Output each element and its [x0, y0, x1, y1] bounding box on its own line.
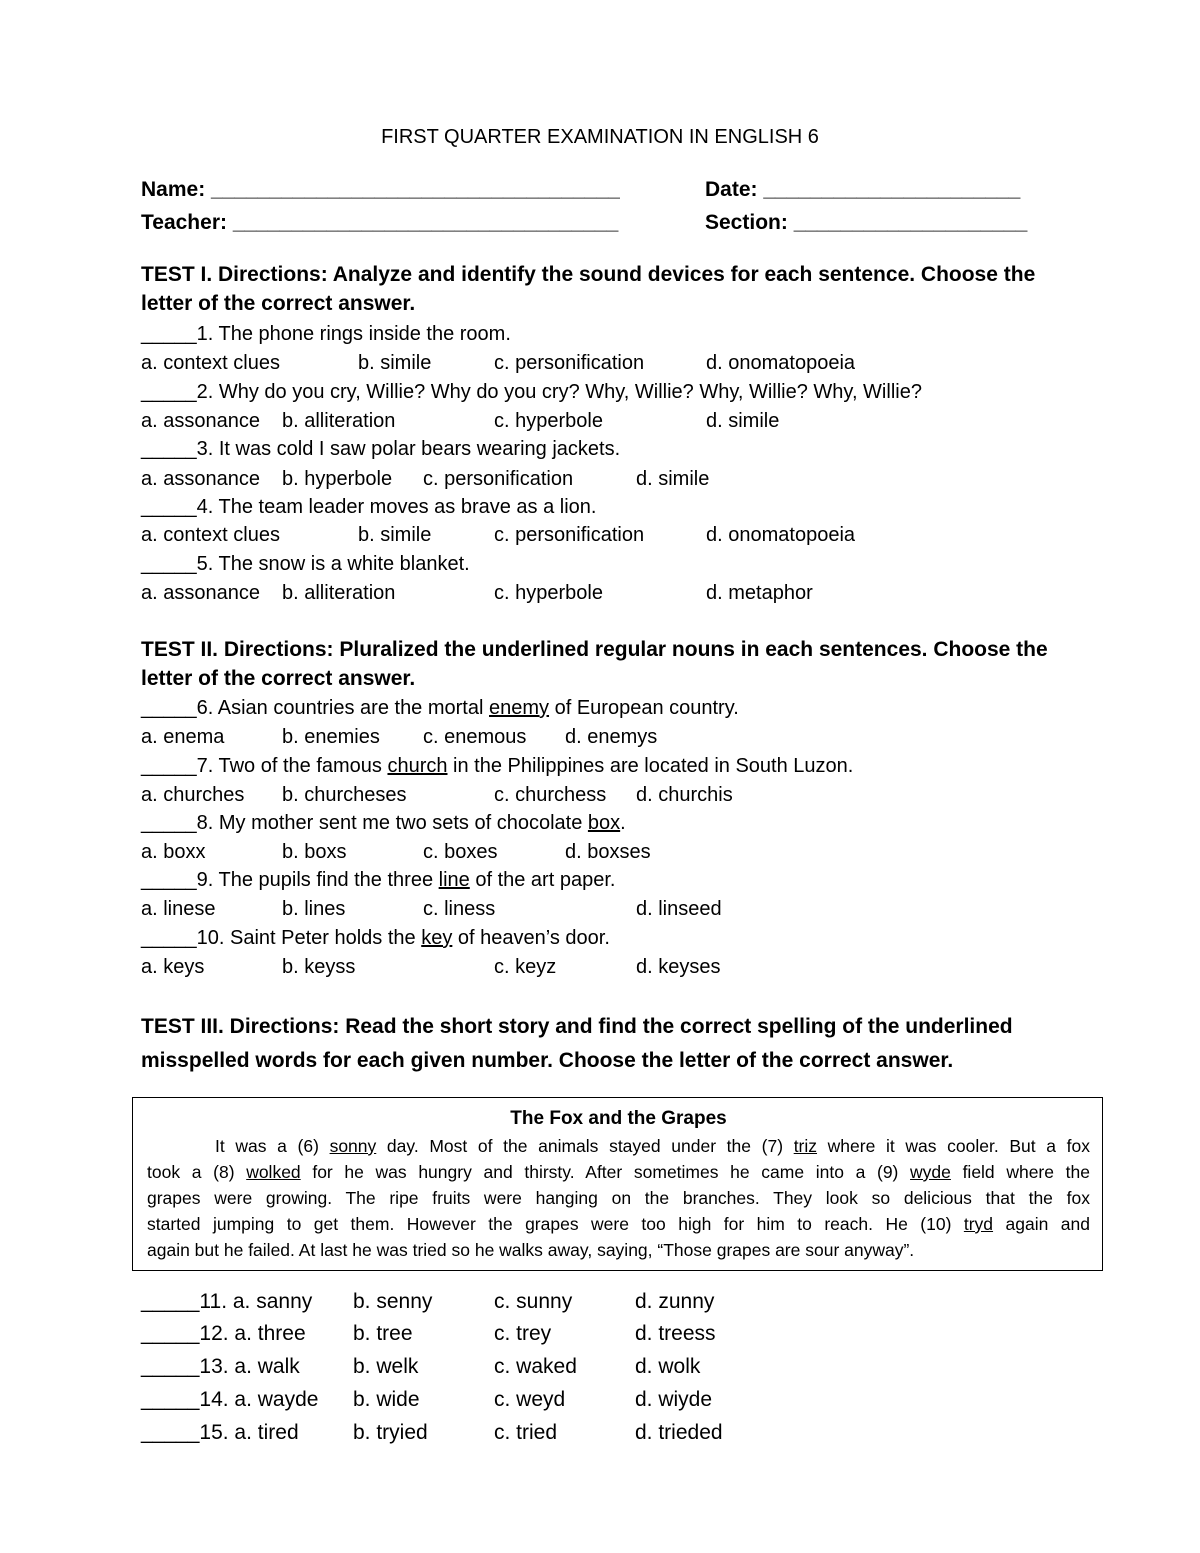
question-text: _____9. The pupils find the three	[141, 869, 439, 891]
test2-directions: TEST II. Directions: Pluralized the underlined regular nouns in each sentences. Choose the	[141, 638, 1048, 661]
option-5b[interactable]: b. alliteration	[282, 582, 396, 604]
question-text: _____8. My mother sent me two sets of chocolate	[141, 812, 588, 834]
answer-14-c[interactable]: c. weyd	[494, 1388, 566, 1411]
option-7a[interactable]: a. churches	[141, 784, 245, 806]
story-text: again and	[993, 1214, 1090, 1234]
option-4c[interactable]: c. personification	[494, 524, 645, 546]
option-1d[interactable]: d. onomatopoeia	[706, 352, 856, 374]
option-6b[interactable]: b. enemies	[282, 726, 380, 748]
misspelled-word: sonny	[329, 1136, 377, 1156]
story-title: The Fox and the Grapes	[510, 1108, 727, 1129]
option-3b[interactable]: b. hyperbole	[282, 468, 393, 490]
answer-13-a[interactable]: _____13. a. walk	[141, 1355, 300, 1378]
test1-directions: TEST I. Directions: Analyze and identify the sound devices for each sentence. Choose the	[141, 263, 1036, 286]
option-1c[interactable]: c. personification	[494, 352, 645, 374]
question-text: _____6. Asian countries are the mortal	[141, 697, 489, 719]
answer-11-d[interactable]: d. zunny	[635, 1290, 715, 1313]
date-blank: ______________________	[763, 178, 1021, 201]
option-3c[interactable]: c. personification	[423, 468, 574, 490]
option-7d[interactable]: d. churchis	[636, 784, 733, 806]
story-line: grapes were growing. The ripe fruits were hanging on the branches. They look so delicious that the fox	[147, 1188, 1090, 1208]
answer-12-c[interactable]: c. trey	[494, 1322, 552, 1345]
story-text: started jumping to get them. However the grapes were too high for him to reach. He (10)	[147, 1214, 964, 1234]
underlined-word: church	[387, 755, 448, 777]
option-4a[interactable]: a. context clues	[141, 524, 280, 546]
answer-15-d[interactable]: d. trieded	[635, 1421, 723, 1444]
option-7b[interactable]: b. churcheses	[282, 784, 407, 806]
test2-directions-cont: letter of the correct answer.	[141, 667, 416, 690]
underlined-word: enemy	[489, 697, 550, 719]
answer-15-c[interactable]: c. tried	[494, 1421, 558, 1444]
underlined-word: box	[587, 812, 621, 834]
teacher-label: Teacher:	[141, 211, 227, 234]
answer-13-b[interactable]: b. welk	[353, 1355, 419, 1378]
answer-11-a[interactable]: _____11. a. sanny	[141, 1290, 313, 1313]
section-label: Section:	[705, 211, 788, 234]
name-blank: ___________________________________	[211, 178, 620, 201]
test1-directions-cont: letter of the correct answer.	[141, 292, 416, 315]
answer-14-d[interactable]: d. wiyde	[635, 1388, 713, 1411]
option-3a[interactable]: a. assonance	[141, 468, 260, 490]
question-4: _____4. The team leader moves as brave as a lion.	[141, 496, 597, 518]
option-10c[interactable]: c. keyz	[494, 956, 557, 978]
option-2b[interactable]: b. alliteration	[282, 410, 396, 432]
question-text: of European country.	[549, 697, 739, 719]
option-10d[interactable]: d. keyses	[636, 956, 721, 978]
test3-directions: TEST III. Directions: Read the short story and find the correct spelling of the underlined	[141, 1015, 1013, 1038]
teacher-blank: _________________________________	[232, 211, 619, 234]
story-box	[132, 1097, 1103, 1271]
answer-13-c[interactable]: c. waked	[494, 1355, 577, 1378]
story-text: where it was cooler. But a fox	[817, 1136, 1090, 1156]
answer-12-d[interactable]: d. treess	[635, 1322, 716, 1345]
option-6d[interactable]: d. enemys	[565, 726, 658, 748]
option-8a[interactable]: a. boxx	[141, 841, 206, 863]
date-label: Date:	[705, 178, 758, 201]
option-8b[interactable]: b. boxs	[282, 841, 347, 863]
option-6a[interactable]: a. enema	[141, 726, 225, 748]
option-5a[interactable]: a. assonance	[141, 582, 260, 604]
option-2c[interactable]: c. hyperbole	[494, 410, 603, 432]
option-8c[interactable]: c. boxes	[423, 841, 498, 863]
question-2: _____2. Why do you cry, Willie? Why do you cry? Why, Willie? Why, Willie? Why, Willie?	[141, 381, 922, 403]
underlined-word: key	[421, 927, 453, 949]
option-6c[interactable]: c. enemous	[423, 726, 527, 748]
option-10a[interactable]: a. keys	[141, 956, 205, 978]
story-text: day. Most of the animals stayed under the (7)	[376, 1136, 794, 1156]
underlined-word: line	[438, 869, 470, 891]
question-text: in the Philippines are located in South Luzon.	[447, 755, 854, 777]
section-blank: ____________________	[793, 211, 1028, 234]
misspelled-word: tryd	[963, 1214, 994, 1234]
test3-directions-cont: misspelled words for each given number. Choose the letter of the correct answer.	[141, 1049, 954, 1072]
story-line	[215, 1136, 1090, 1157]
option-9c[interactable]: c. liness	[423, 898, 496, 920]
option-9a[interactable]: a. linese	[141, 898, 216, 920]
date-field[interactable]	[705, 178, 1020, 202]
option-10b[interactable]: b. keyss	[282, 956, 356, 978]
misspelled-word: wyde	[910, 1162, 951, 1182]
option-4d[interactable]: d. onomatopoeia	[706, 524, 856, 546]
story-text: field where the	[950, 1162, 1090, 1182]
question-8	[141, 812, 626, 835]
option-1a[interactable]: a. context clues	[141, 352, 280, 374]
story-line	[147, 1162, 1090, 1183]
name-field[interactable]	[141, 178, 620, 202]
answer-12-a[interactable]: _____12. a. three	[141, 1322, 306, 1345]
option-9d[interactable]: d. linseed	[636, 898, 722, 920]
option-1b[interactable]: b. simile	[358, 352, 432, 374]
exam-title: FIRST QUARTER EXAMINATION IN ENGLISH 6	[381, 126, 819, 148]
answer-15-a[interactable]: _____15. a. tired	[141, 1421, 299, 1444]
question-10	[141, 927, 610, 950]
answer-11-b[interactable]: b. senny	[353, 1290, 433, 1313]
question-7	[141, 755, 853, 778]
name-label: Name:	[141, 178, 206, 201]
answer-14-b[interactable]: b. wide	[353, 1388, 420, 1411]
question-6	[141, 697, 739, 720]
option-8d[interactable]: d. boxses	[565, 841, 651, 863]
section-field[interactable]	[705, 211, 1027, 235]
option-9b[interactable]: b. lines	[282, 898, 346, 920]
answer-11-c[interactable]: c. sunny	[494, 1290, 573, 1313]
question-text: of heaven’s door.	[452, 927, 610, 949]
teacher-field[interactable]	[141, 211, 618, 235]
story-text: took a (8)	[147, 1162, 247, 1182]
question-5: _____5. The snow is a white blanket.	[141, 553, 470, 575]
option-7c[interactable]: c. churchess	[494, 784, 607, 806]
misspelled-word: triz	[793, 1136, 818, 1156]
question-text: of the art paper.	[469, 869, 616, 891]
answer-12-b[interactable]: b. tree	[353, 1322, 413, 1345]
option-2a[interactable]: a. assonance	[141, 410, 260, 432]
answer-13-d[interactable]: d. wolk	[635, 1355, 701, 1378]
question-9	[141, 869, 615, 892]
story-text: for he was hungry and thirsty. After sometimes he came into a (9)	[300, 1162, 911, 1182]
option-4b[interactable]: b. simile	[358, 524, 432, 546]
question-3: _____3. It was cold I saw polar bears wearing jackets.	[141, 438, 621, 460]
option-5d[interactable]: d. metaphor	[706, 582, 813, 604]
story-text: It was a (6)	[215, 1136, 330, 1156]
question-text: _____7. Two of the famous	[141, 755, 388, 777]
answer-14-a[interactable]: _____14. a. wayde	[141, 1388, 319, 1411]
misspelled-word: wolked	[246, 1162, 301, 1182]
story-line	[147, 1214, 1090, 1235]
question-text: .	[620, 812, 626, 834]
question-text: _____10. Saint Peter holds the	[141, 927, 422, 949]
story-line: again but he failed. At last he was tried so he walks away, saying, “Those grapes are sour anyway”.	[147, 1240, 915, 1260]
option-5c[interactable]: c. hyperbole	[494, 582, 603, 604]
option-2d[interactable]: d. simile	[706, 410, 780, 432]
answer-15-b[interactable]: b. tryied	[353, 1421, 428, 1444]
option-3d[interactable]: d. simile	[636, 468, 710, 490]
question-1: _____1. The phone rings inside the room.	[141, 323, 511, 345]
